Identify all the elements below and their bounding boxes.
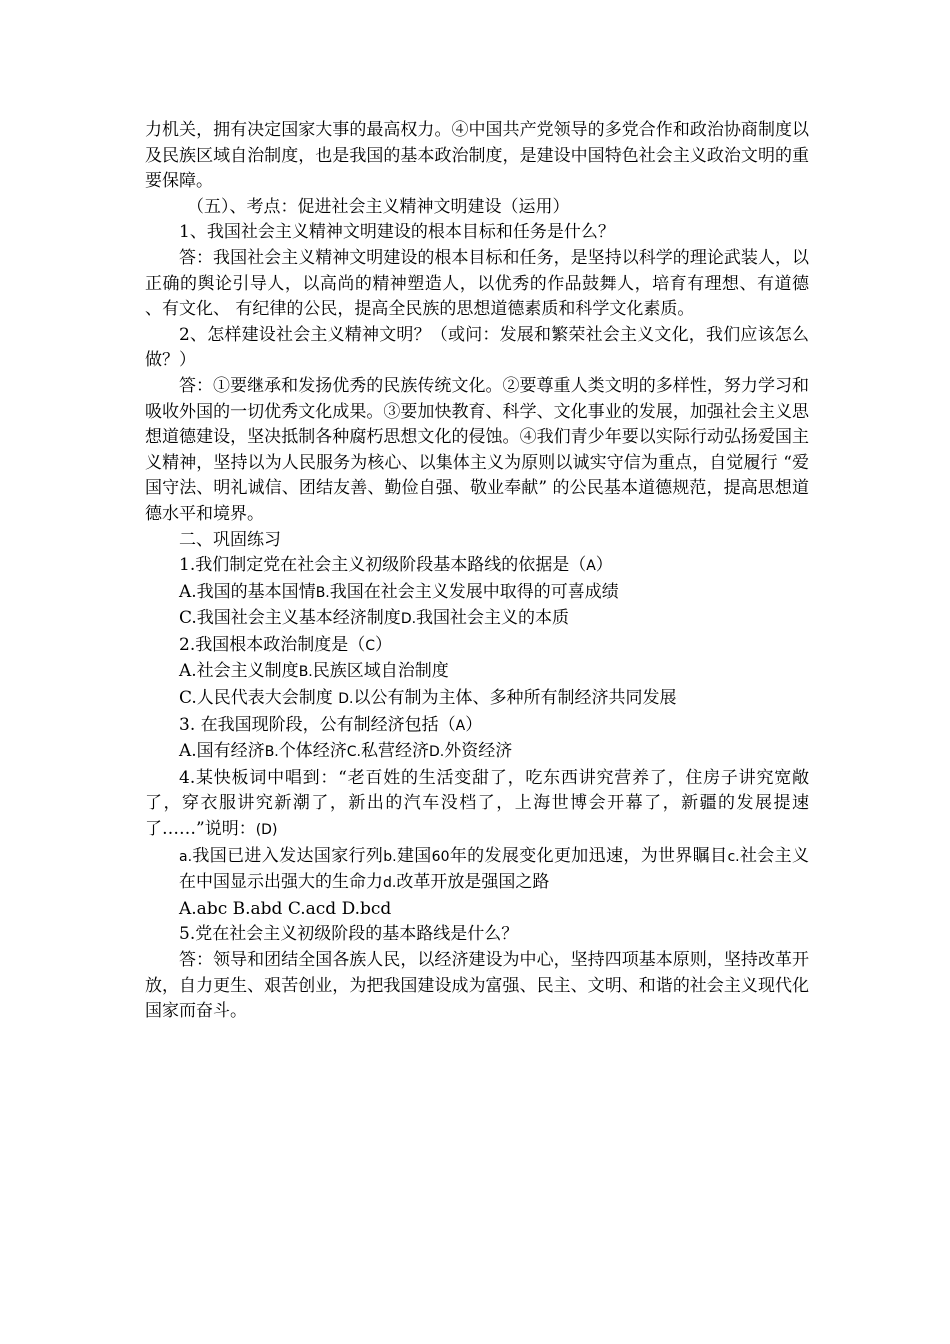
q1-close: ） [595, 555, 613, 576]
q4-option-b: 建国 [396, 845, 432, 866]
document-body [145, 118, 809, 1025]
q4-option-c: 社会主义在中国显示出强大的生命力 [179, 845, 810, 893]
q1-option-b-letter: B. [315, 584, 330, 601]
q2-option-b: 民族区域自治制度 [312, 661, 449, 682]
practice-q4-choices: A.abc B.abd C.acd D.bcd [179, 898, 392, 919]
answer-1-paragraph: 答：我国社会主义精神文明建设的根本目标和任务，是坚持以科学的理论武装人，以正确的舆论引导人，以高尚的精神塑造人，以优秀的作品鼓舞人，培育有理想、有道德 、有文化、 有纪律的公民，提高全民族的思想道德素质和科学文化素质。 [145, 247, 809, 320]
q4-option-d-letter: d. [383, 875, 397, 892]
practice-q4-options-ab [145, 844, 809, 897]
q3-option-a: A.国有经济 [179, 741, 265, 762]
q4-option-c-letter: c. [727, 848, 740, 865]
q4-option-a-letter: a. [179, 848, 193, 865]
q3-option-d-letter: D. [428, 744, 445, 761]
q3-option-c: 私营经济 [360, 741, 429, 762]
q1-option-b: 我国在社会主义发展中取得的可喜成绩 [329, 581, 619, 602]
practice-q4-stem [145, 766, 809, 844]
answer-2-paragraph: 答：①要继承和发扬优秀的民族传统文化。②要尊重人类文明的多样性，努力学习和吸收外国的一切优秀文化成果。③要加快教育、科学、文化事业的发展，加强社会主义思想道德建设，坚决抵制各种腐朽思想文化的侵蚀。④我们青少年要以实际行动弘扬爱国主义精神，坚持以为人民服务为核心、以集体主义为原则以诚实守信为重点，自觉履行 “爱国守法、明礼诚信、团结友善、勤俭自强、敬业奉献” 的公民基本道德规范，提高思想道德水平和境界。 [145, 375, 809, 524]
q2-close: ） [375, 634, 393, 655]
practice-q5-answer: 答：领导和团结全国各族人民，以经济建设为中心，坚持四项基本原则，坚持改革开放，自力更生、艰苦创业，为把我国建设成为富强、民主、文明、和谐的社会主义现代化国家而奋斗。 [145, 950, 809, 1022]
q2-answer: C [365, 637, 376, 654]
q3-stem-text: 3. 在我国现阶段，公有制经济包括（ [179, 714, 456, 735]
paragraph-continuation: 力机关，拥有决定国家大事的最高权力。④中国共产党领导的多党合作和政治协商制度以及民族区域自治制度，也是我国的基本政治制度，是建设中国特色社会主义政治文明的重要保障。 [145, 120, 809, 192]
q2-option-d-letter: D. [338, 691, 354, 708]
q2-option-a: A.社会主义制度 [179, 661, 299, 682]
q2-option-d: 以公有制为主体、多种所有制经济共同发展 [353, 688, 677, 709]
q1-option-d-letter: D. [400, 611, 417, 628]
practice-q1-options-cd [145, 606, 809, 633]
q4-option-b-rest: 年的发展变化更加迅速，为世界瞩目 [449, 845, 728, 866]
q4-answer: (D) [255, 822, 278, 839]
practice-q2-stem [145, 633, 809, 660]
q3-option-b-letter: B. [264, 744, 279, 761]
practice-q2-options-cd [145, 686, 809, 713]
practice-q1-stem [145, 553, 809, 580]
q1-option-a: A.我国的基本国情 [179, 581, 316, 602]
practice-q2-options-ab [145, 659, 809, 686]
q4-option-b-number: 60 [431, 848, 450, 865]
practice-q1-options-ab [145, 580, 809, 607]
q3-option-d: 外资经济 [444, 741, 513, 762]
q4-stem-text: 4.某快板词中唱到：“老百姓的生活变甜了，吃东西讲究营养了，住房子讲究宽敞了，穿衣服讲究新潮了，新出的汽车没档了，上海世博会开幕了，新疆的发展提速了……”说明： [145, 767, 809, 840]
q4-option-a: 我国已进入发达国家行列 [192, 845, 384, 866]
q3-option-c-letter: C. [346, 744, 361, 761]
question-2-heading: 2、怎样建设社会主义精神文明？（或问：发展和繁荣社会主义文化，我们应该怎么做？） [145, 324, 809, 371]
practice-q5-stem: 5.党在社会主义初级阶段的基本路线是什么？ [179, 924, 519, 945]
question-1-heading: 1、我国社会主义精神文明建设的根本目标和任务是什么？ [179, 222, 615, 243]
practice-q3-stem [145, 713, 809, 740]
q2-stem-text: 2.我国根本政治制度是（ [179, 634, 366, 655]
q1-option-d: 我国社会主义的本质 [416, 608, 570, 629]
section-heading-5: （五）、考点：促进社会主义精神文明建设（运用） [187, 196, 570, 217]
q1-stem-text: 1.我们制定党在社会主义初级阶段基本路线的依据是（ [179, 555, 587, 576]
q1-option-c: C.我国社会主义基本经济制度 [179, 608, 401, 629]
practice-q3-options [145, 739, 809, 766]
section-heading-practice: 二、巩固练习 [179, 529, 281, 550]
q4-option-b-letter: b. [383, 848, 397, 865]
q3-answer: A [455, 717, 466, 734]
q3-close: ） [465, 714, 483, 735]
q1-answer: A [586, 558, 596, 575]
q4-option-d: 改革开放是强国之路 [396, 872, 550, 893]
q2-option-b-letter: B. [298, 664, 313, 681]
q3-option-b: 个体经济 [278, 741, 347, 762]
q2-option-c: C.人民代表大会制度 [179, 688, 333, 709]
